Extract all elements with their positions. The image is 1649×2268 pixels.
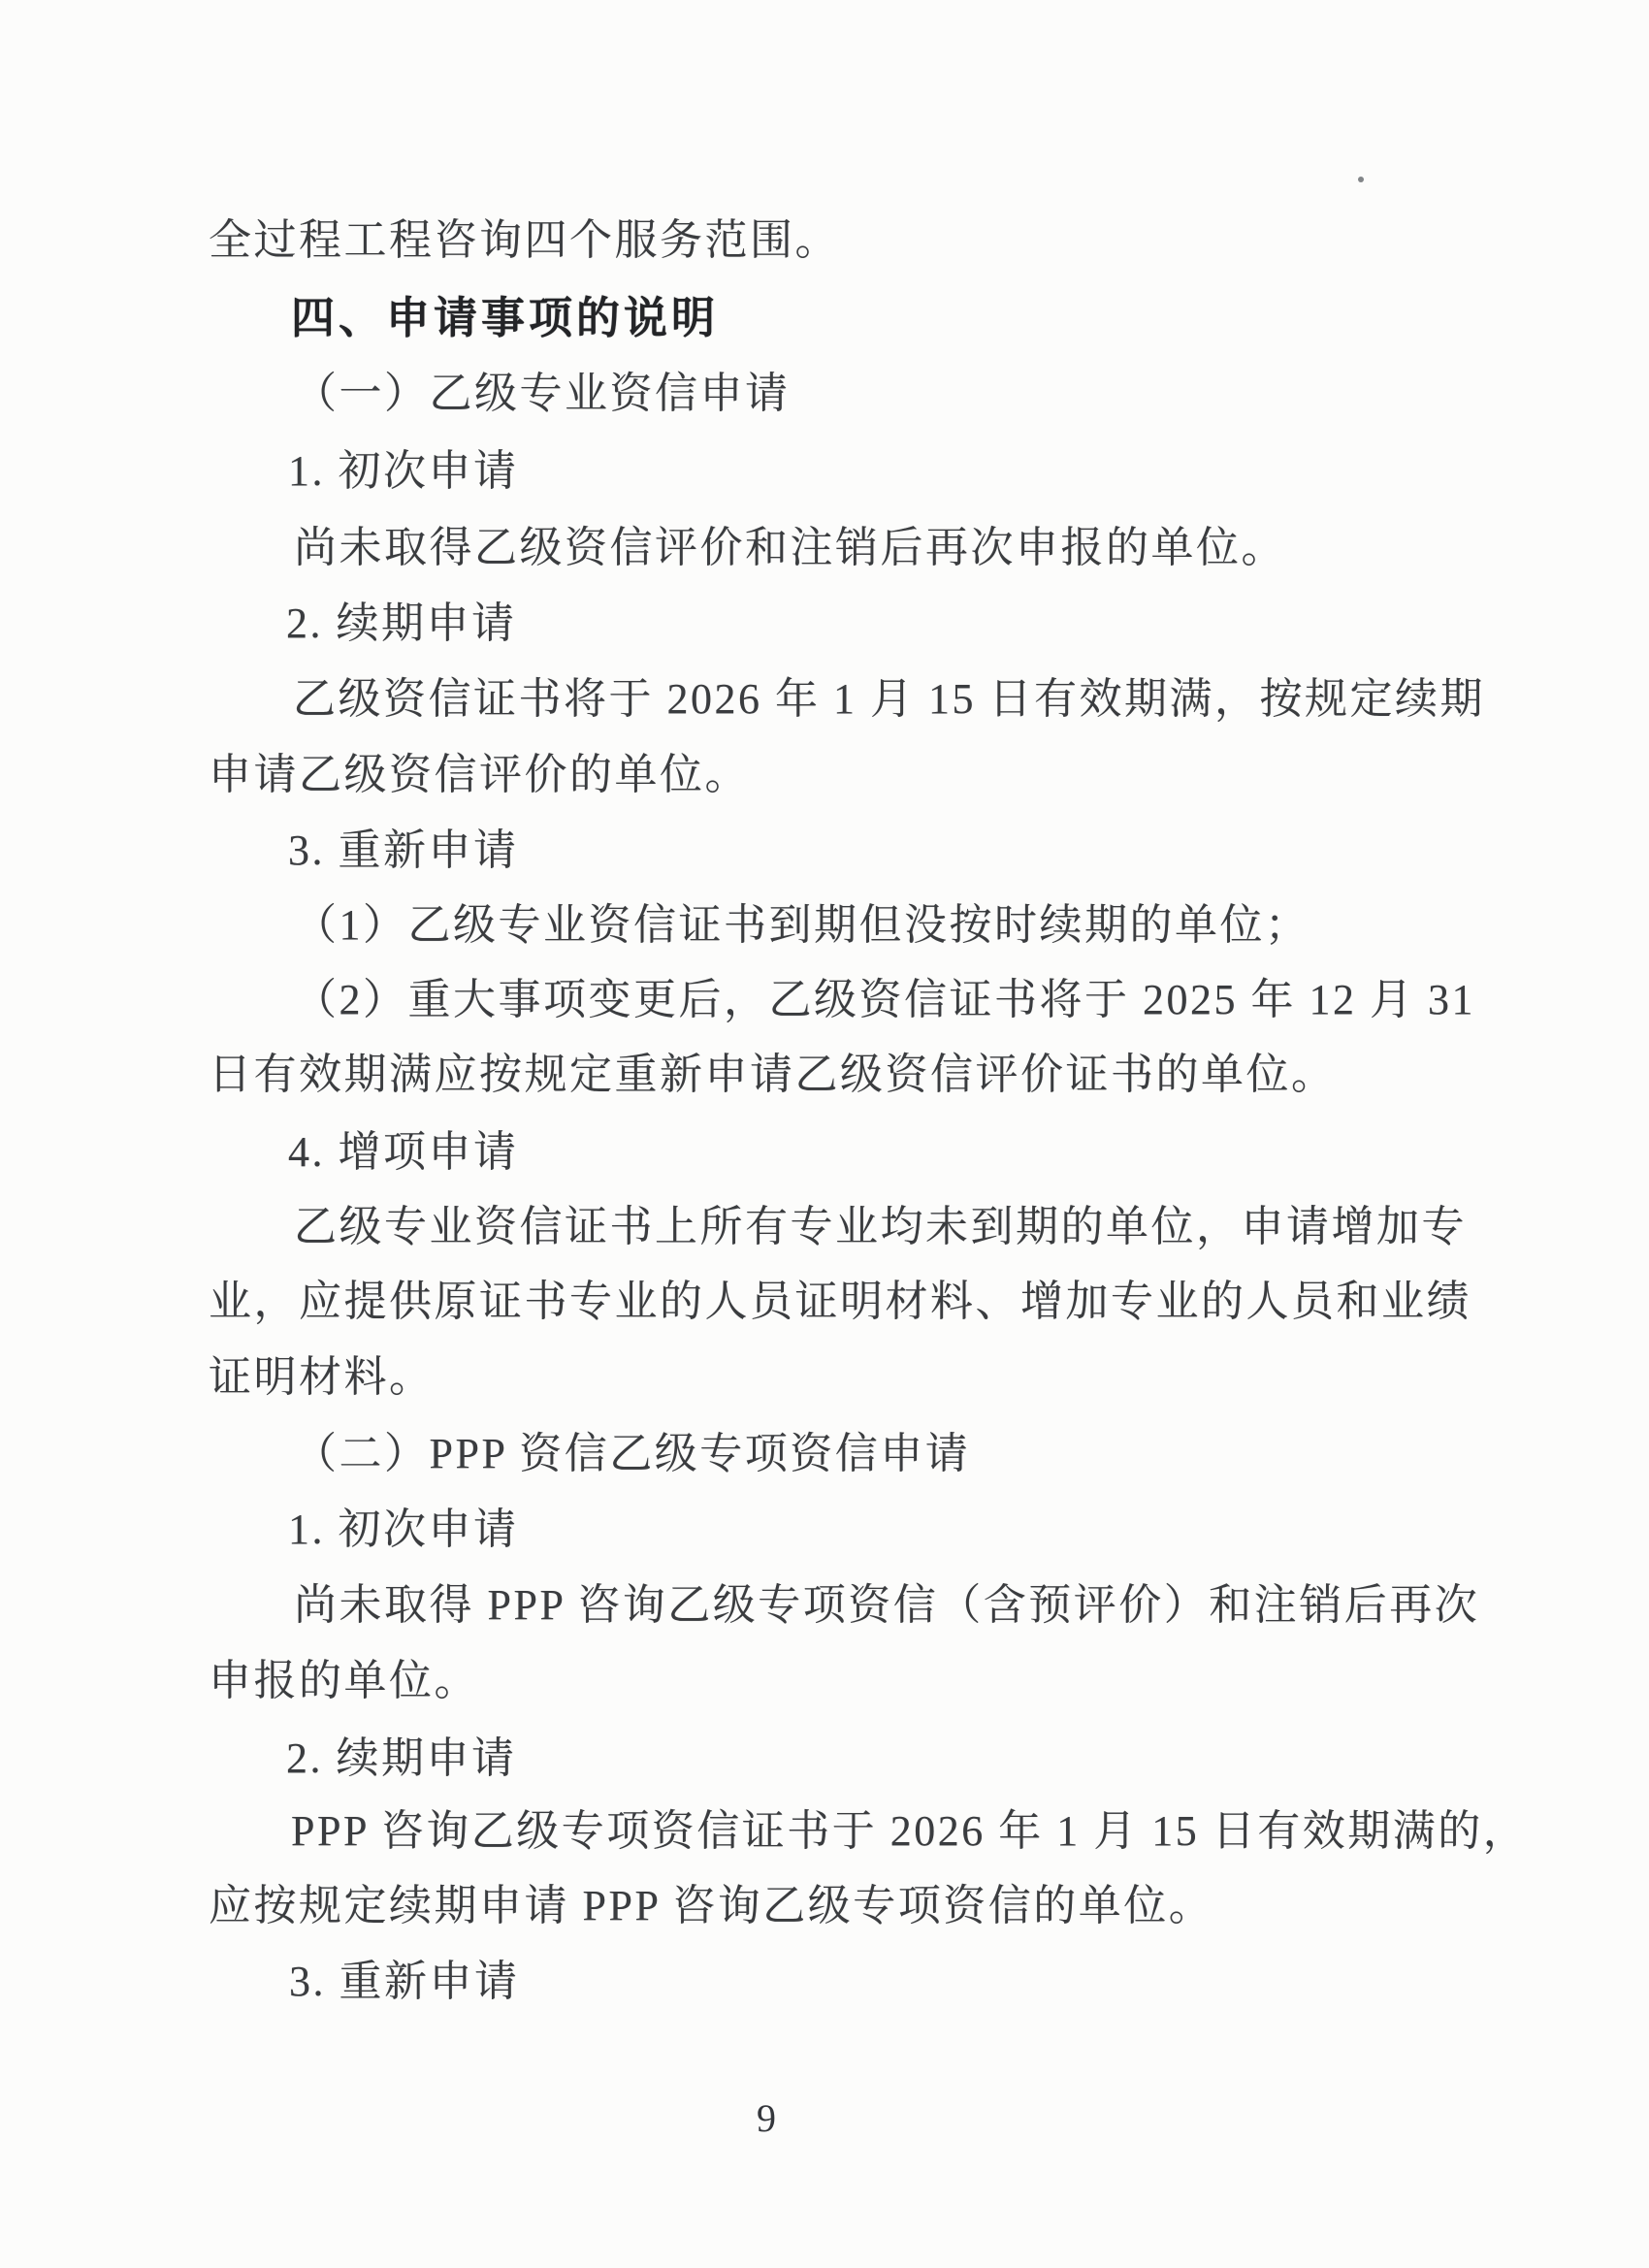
- doc-line: （二）PPP 资信乙级专项资信申请: [294, 1430, 971, 1477]
- doc-line: 尚未取得乙级资信评价和注销后再次申报的单位。: [294, 524, 1286, 571]
- page-number: 9: [757, 2096, 776, 2140]
- doc-line: 2. 续期申请: [286, 1734, 517, 1782]
- doc-line: 业，应提供原证书专业的人员证明材料、增加专业的人员和业绩: [209, 1278, 1471, 1325]
- doc-line: 尚未取得 PPP 咨询乙级专项资信（含预评价）和注销后再次: [294, 1581, 1480, 1629]
- doc-line: 申报的单位。: [209, 1657, 479, 1704]
- doc-line: 1. 初次申请: [288, 447, 519, 495]
- doc-line: （一）乙级专业资信申请: [294, 370, 791, 417]
- doc-line: （2）重大事项变更后，乙级资信证书将于 2025 年 12 月 31: [294, 976, 1475, 1023]
- doc-line: （1）乙级专业资信证书到期但没按时续期的单位；: [294, 901, 1310, 949]
- doc-line: 乙级资信证书将于 2026 年 1 月 15 日有效期满，按规定续期: [293, 675, 1485, 723]
- doc-line: 乙级专业资信证书上所有专业均未到期的单位，申请增加专: [294, 1203, 1467, 1250]
- doc-line: PPP 咨询乙级专项资信证书于 2026 年 1 月 15 日有效期满的，: [291, 1807, 1529, 1855]
- scan-artifact-dot: [1189, 1830, 1194, 1834]
- doc-line: 3. 重新申请: [289, 1958, 520, 2005]
- doc-line: 申请乙级资信评价的单位。: [209, 751, 750, 798]
- doc-line: 证明材料。: [209, 1353, 435, 1401]
- doc-line: 应按规定续期申请 PPP 咨询乙级专项资信的单位。: [209, 1882, 1214, 1929]
- doc-line: 2. 续期申请: [286, 599, 517, 647]
- doc-line: 3. 重新申请: [288, 826, 519, 874]
- doc-line: 1. 初次申请: [288, 1506, 519, 1553]
- doc-line: 全过程工程咨询四个服务范围。: [209, 216, 840, 264]
- scan-artifact-dot: [1358, 177, 1364, 182]
- doc-line: 日有效期满应按规定重新申请乙级资信评价证书的单位。: [209, 1051, 1337, 1098]
- doc-line: 4. 增项申请: [288, 1128, 519, 1176]
- section-heading: 四、申请事项的说明: [291, 293, 720, 342]
